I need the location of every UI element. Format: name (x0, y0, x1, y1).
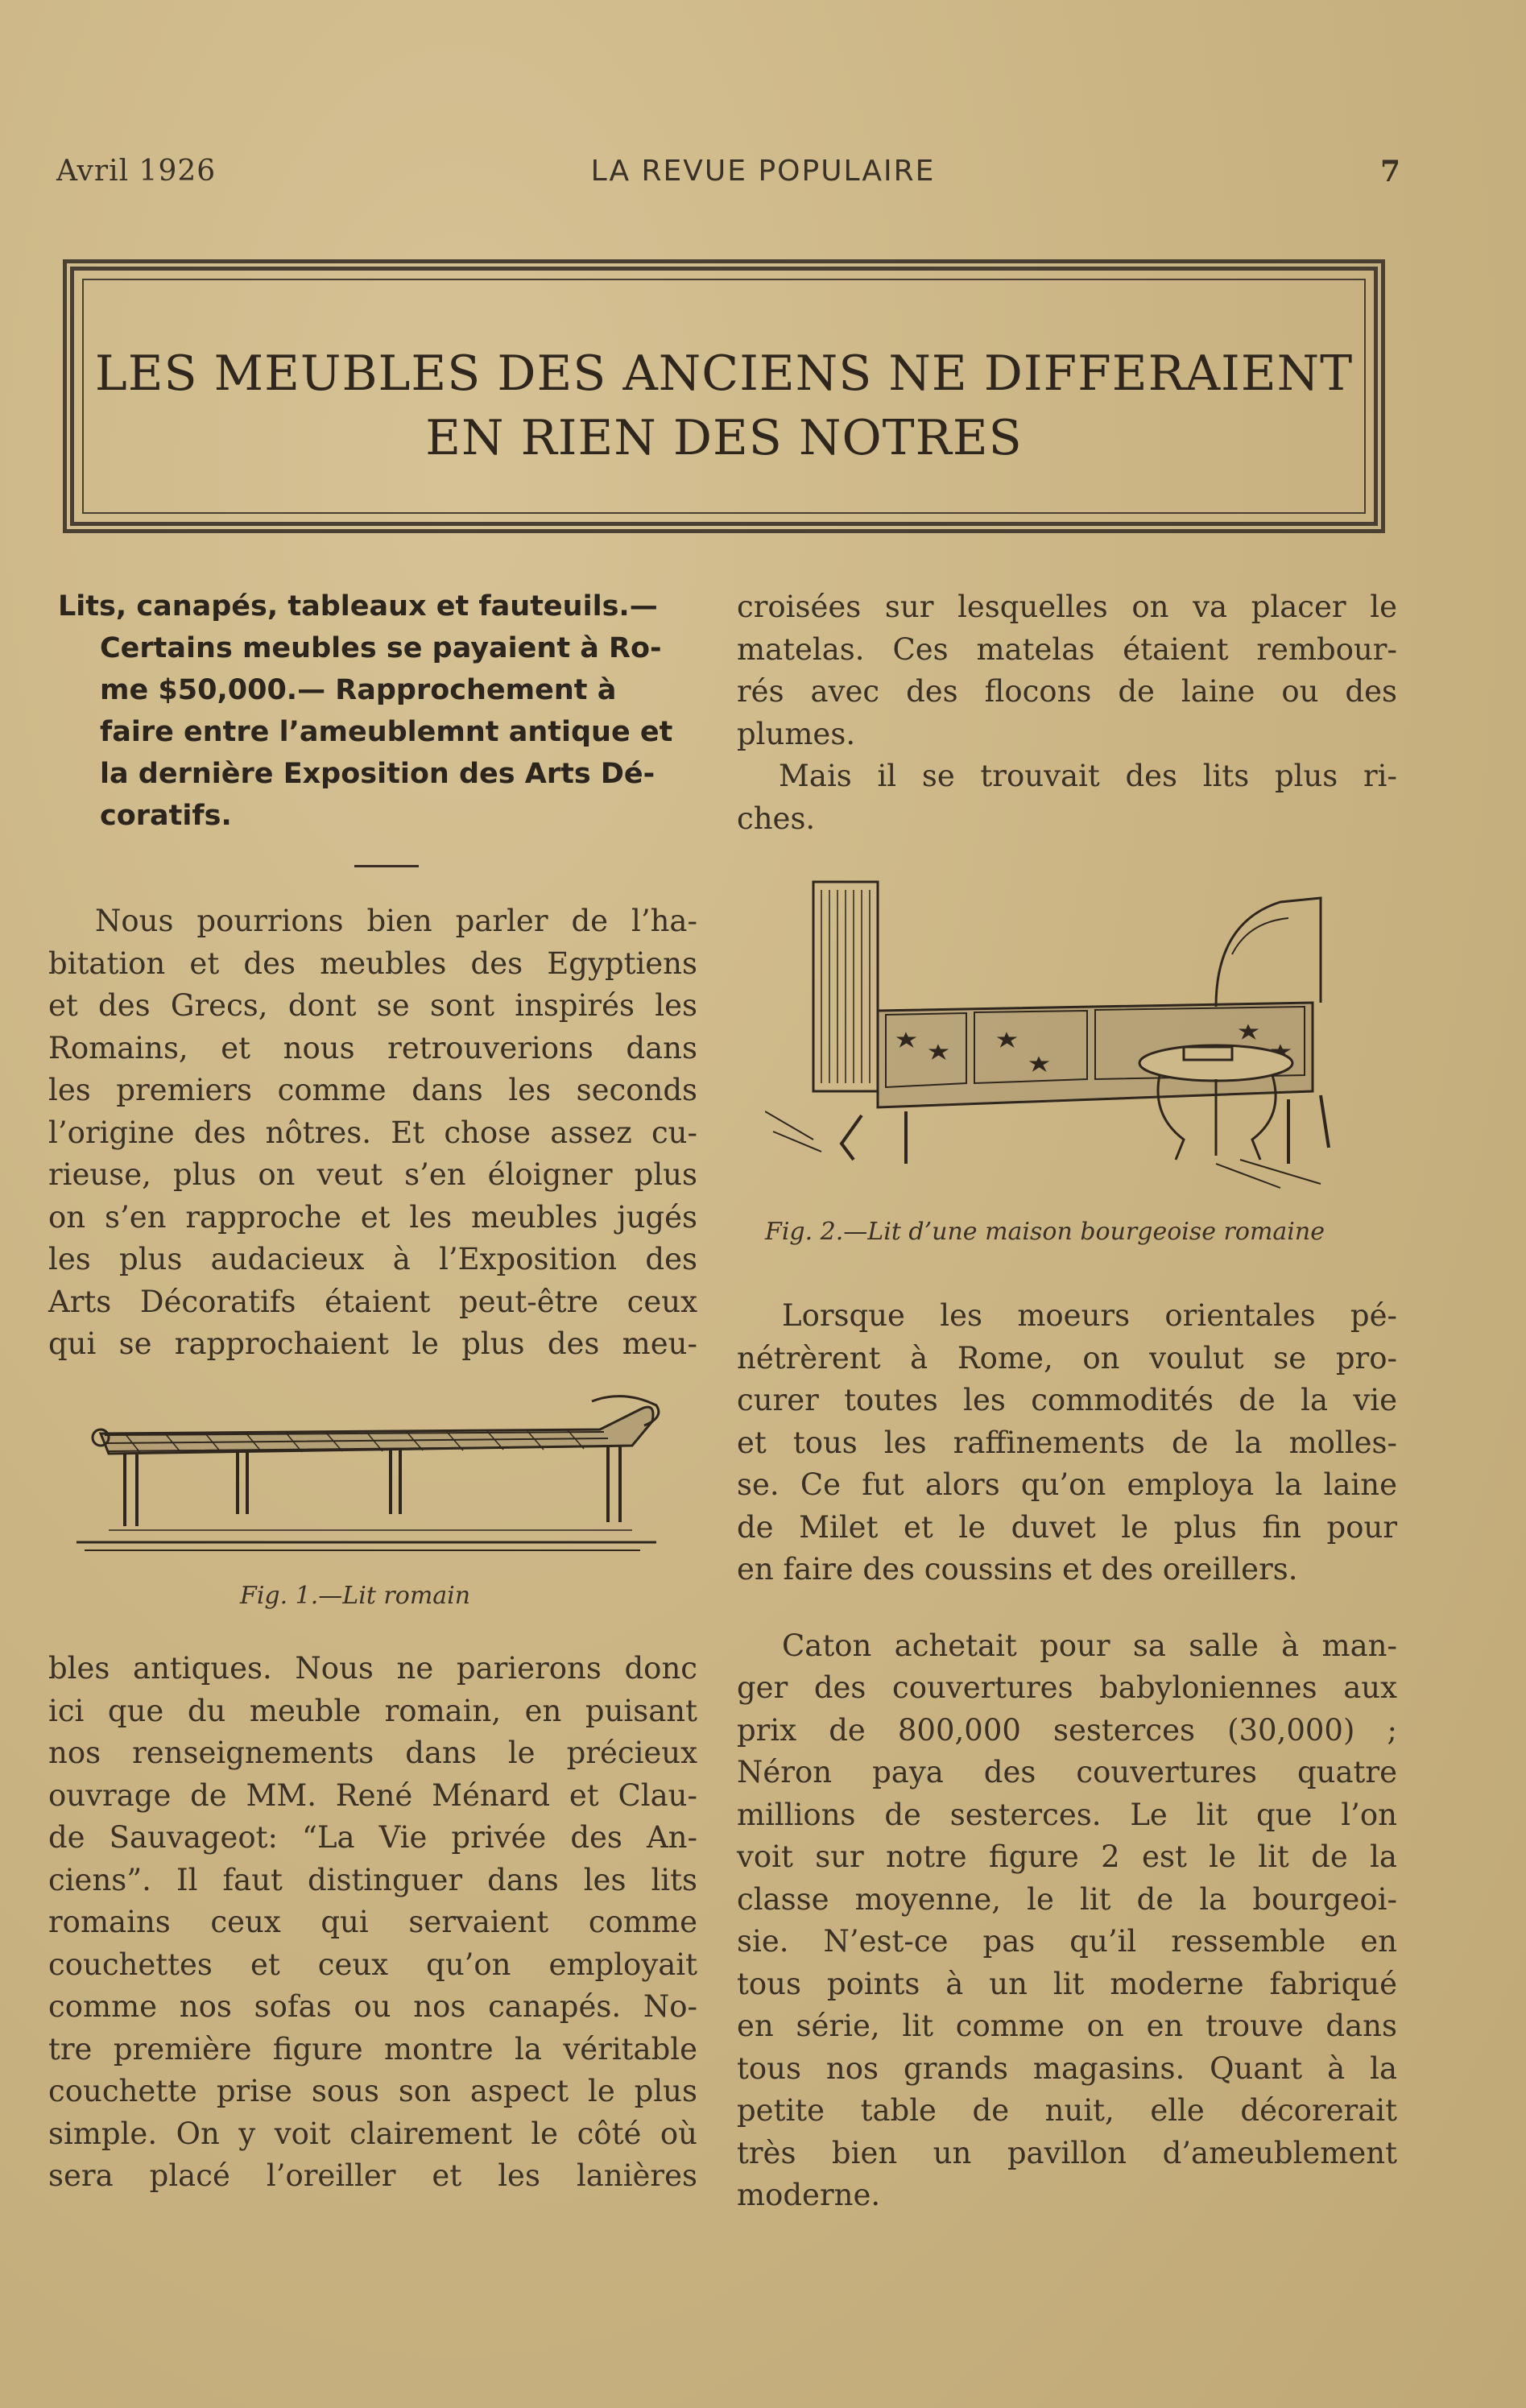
text-line: couchette prise sous son aspect le plus (48, 2074, 697, 2108)
text-line: Romains, et nous retrouverions dans (48, 1030, 697, 1065)
column-2-bottom (737, 1295, 1397, 2217)
text-line: rieuse, plus on veut s’en éloigner plus (48, 1157, 697, 1192)
article-title (74, 341, 1374, 470)
text-line: romains ceux qui servaient comme (48, 1905, 697, 1939)
column-2-top (737, 586, 1397, 840)
text-line: ciens”. Il faut distinguer dans les lits (48, 1862, 697, 1897)
text-line: sera placé l’oreiller et les lanières (48, 2158, 697, 2193)
text-line: classe moyenne, le lit de la bourgeoi- (737, 1881, 1397, 1917)
text-line: l’origine des nôtres. Et chose assez cu- (48, 1115, 697, 1150)
text-line: voit sur notre figure 2 est le lit de la (737, 1839, 1397, 1874)
figure-2-bourgeois-bed (765, 874, 1341, 1196)
page-number: 7 (1379, 155, 1401, 188)
text-line: on s’en rapproche et les meubles jugés (48, 1199, 697, 1235)
fig2-pillow (1232, 918, 1288, 954)
text-line: millions de sesterces. Le lit que l’on (737, 1797, 1397, 1832)
text-line: tre première figure montre la véritable (48, 2031, 697, 2067)
text-line: et tous les raffinements de la molles- (737, 1425, 1397, 1460)
fig2-ground-hatching (765, 1111, 1321, 1188)
text-line: qui se rapprochaient le plus des meu- (48, 1326, 697, 1361)
fig2-footboard (1216, 898, 1321, 1007)
text-line: ches. (737, 801, 816, 836)
article-title-line: EN RIEN DES NOTRES (425, 410, 1023, 466)
section-divider (354, 865, 419, 867)
text-line: bitation et des meubles des Egyptiens (48, 945, 697, 981)
text-line: ici que du meuble romain, en puisant (48, 1693, 697, 1728)
figure-1-roman-bed (77, 1385, 668, 1562)
text-line: nos renseignements dans le précieux (48, 1736, 697, 1770)
subtitle-line: me $50,000.— Rapprochement à (100, 674, 617, 706)
fig1-legs (125, 1445, 620, 1526)
column-1-top (48, 900, 697, 1366)
text-line: les premiers comme dans les seconds (48, 1073, 697, 1107)
text-line: Néron paya des couvertures quatre (737, 1755, 1397, 1789)
text-line: sie. N’est-ce pas qu’il ressemble en (737, 1924, 1397, 1959)
fig2-headboard-slats (821, 890, 870, 1083)
header-title: LA REVUE POPULAIRE (590, 155, 936, 188)
article-subtitle (58, 585, 702, 837)
text-line: et des Grecs, dont se sont inspirés les (48, 988, 697, 1023)
text-line: Arts Décoratifs étaient peut-être ceux (48, 1284, 697, 1319)
title-frame (63, 259, 1385, 533)
figure-2-caption: Fig. 2.—Lit d’une maison bourgeoise romaine (765, 1218, 1325, 1246)
text-line: petite table de nuit, elle décorerait (737, 2093, 1397, 2128)
text-line: croisées sur lesquelles on va placer le (737, 590, 1397, 624)
subtitle-line: Certains meubles se payaient à Ro- (100, 632, 662, 664)
fig2-night-table-top (1139, 1045, 1292, 1081)
text-line: se. Ce fut alors qu’on employa la laine (737, 1467, 1397, 1502)
text-line: ouvrage de MM. René Ménard et Clau- (48, 1777, 697, 1813)
text-line: de Sauvageot: “La Vie privée des An- (48, 1820, 697, 1855)
article-title-line: LES MEUBLES DES ANCIENS NE DIFFERAIENT (94, 345, 1354, 402)
text-line: très bien un pavillon d’ameublement (737, 2135, 1397, 2170)
text-line: couchettes et ceux qu’on employait (48, 1947, 697, 1982)
text-line: Caton achetait pour sa salle à man- (782, 1628, 1397, 1663)
subtitle-line: coratifs. (100, 800, 232, 832)
text-line: matelas. Ces matelas étaient rembour- (737, 631, 1397, 667)
text-line: de Milet et le duvet le plus fin pour (737, 1509, 1397, 1545)
text-line: nétrèrent à Rome, on voulut se pro- (737, 1340, 1397, 1376)
subtitle-line: la dernière Exposition des Arts Dé- (100, 758, 655, 790)
text-line: Lorsque les moeurs orientales pé- (782, 1298, 1397, 1333)
subtitle-line: Lits, canapés, tableaux et fauteuils.— (58, 590, 658, 623)
text-line: Nous pourrions bien parler de l’ha- (95, 904, 697, 938)
column-1-bottom (48, 1648, 697, 2198)
text-line: prix de 800,000 sesterces (30,000) ; (737, 1712, 1397, 1748)
text-line: ger des couvertures babyloniennes aux (737, 1670, 1397, 1705)
text-line: plumes. (737, 716, 856, 751)
subtitle-line: faire entre l’ameublemnt antique et (100, 716, 673, 748)
figure-1-caption: Fig. 1.—Lit romain (240, 1582, 471, 1610)
text-line: simple. On y voit clairement le côté où (48, 2116, 697, 2151)
text-line: curer toutes les commodités de la vie (737, 1383, 1397, 1417)
text-line: Mais il se trouvait des lits plus ri- (779, 759, 1397, 793)
text-line: les plus audacieux à l’Exposition des (48, 1242, 697, 1276)
text-line: en série, lit comme on en trouve dans (737, 2009, 1397, 2043)
header-date: Avril 1926 (56, 155, 217, 188)
text-line: en faire des coussins et des oreillers. (737, 1552, 1298, 1587)
text-line: rés avec des flocons de laine ou des (737, 674, 1397, 709)
text-line: tous points à un lit moderne fabriqué (737, 1966, 1397, 2001)
text-line: tous nos grands magasins. Quant à la (737, 2050, 1397, 2086)
text-line: moderne. (737, 2178, 881, 2212)
text-line: bles antiques. Nous ne parierons donc (48, 1651, 697, 1686)
text-line: comme nos sofas ou nos canapés. No- (48, 1989, 697, 2024)
